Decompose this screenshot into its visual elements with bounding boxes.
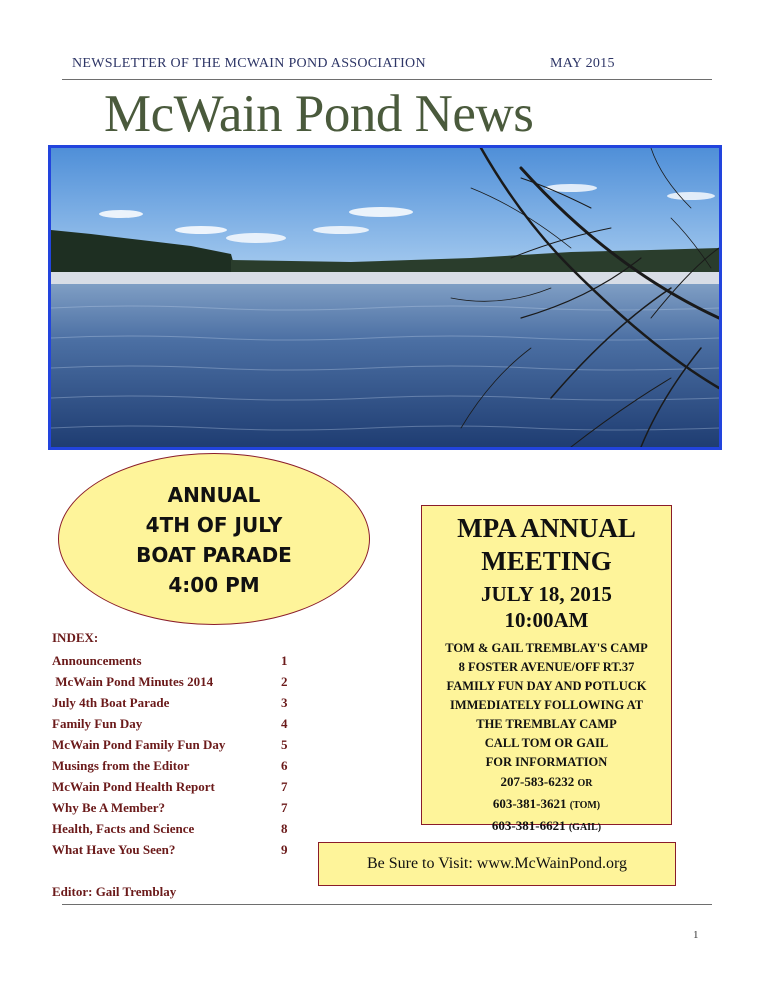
table-of-contents <box>52 630 292 860</box>
index-entry-page: 4 <box>281 716 288 731</box>
index-entry-page: 3 <box>281 695 288 710</box>
website-callout: Be Sure to Visit: www.McWainPond.org <box>318 842 676 886</box>
index-entry-label: Family Fun Day <box>52 716 143 731</box>
index-entry <box>52 671 292 692</box>
boat-parade-line: BOAT PARADE <box>136 543 292 567</box>
footer-divider <box>62 904 712 905</box>
index-entry <box>52 818 292 839</box>
index-entry-page: 6 <box>281 758 288 773</box>
phone-number: 603-381-6621 <box>491 818 566 833</box>
meeting-title-line: MEETING <box>481 546 612 576</box>
index-entry <box>52 755 292 776</box>
index-entry-page: 7 <box>281 800 288 815</box>
newsletter-header-title: NEWSLETTER OF THE MCWAIN POND ASSOCIATION <box>72 56 426 71</box>
index-entry <box>52 797 292 818</box>
meeting-detail-line: FAMILY FUN DAY AND POTLUCK <box>446 679 647 693</box>
index-entry <box>52 692 292 713</box>
index-entry-label: McWain Pond Health Report <box>52 779 215 794</box>
index-entry-label: Health, Facts and Science <box>52 821 195 836</box>
index-entry-page: 5 <box>281 737 288 752</box>
boat-parade-text <box>58 480 370 600</box>
meeting-phone <box>422 772 671 794</box>
meeting-detail-line: TOM & GAIL TREMBLAY'S CAMP <box>445 641 648 655</box>
index-entry-page: 7 <box>281 779 288 794</box>
index-entry-label: Musings from the Editor <box>52 758 190 773</box>
index-entry-label: McWain Pond Minutes 2014 <box>52 674 214 689</box>
index-entry-page: 9 <box>281 842 288 857</box>
index-entry <box>52 650 292 671</box>
page-number: 1 <box>693 929 699 941</box>
index-entry-page: 8 <box>281 821 288 836</box>
meeting-title-line: MPA ANNUAL <box>457 513 636 543</box>
meeting-detail-line: 8 FOSTER AVENUE/OFF RT.37 <box>458 660 635 674</box>
phone-number: 207-583-6232 <box>500 774 575 789</box>
index-entry-page: 2 <box>281 674 288 689</box>
index-entry <box>52 776 292 797</box>
meeting-detail-line: FOR INFORMATION <box>485 755 608 769</box>
index-entry <box>52 839 292 860</box>
meeting-detail-line: CALL TOM OR GAIL <box>484 736 609 750</box>
meeting-phone <box>422 794 671 816</box>
phone-note: (GAIL) <box>568 822 602 833</box>
meeting-date: JULY 18, 2015 <box>481 582 612 606</box>
index-title: INDEX: <box>52 630 99 645</box>
editor-credit: Editor: Gail Tremblay <box>52 884 177 899</box>
masthead-title: McWain Pond News <box>104 85 534 143</box>
phone-note: OR <box>577 778 593 789</box>
annual-meeting-box <box>421 505 672 833</box>
meeting-details <box>422 639 671 838</box>
header-divider <box>62 79 712 80</box>
phone-number: 603-381-3621 <box>492 796 567 811</box>
index-entry-label: What Have You Seen? <box>52 842 176 857</box>
index-entry <box>52 713 292 734</box>
boat-parade-line: 4TH OF JULY <box>145 513 283 537</box>
index-entry-label: Why Be A Member? <box>52 800 166 815</box>
pond-photo-illustration <box>51 148 719 447</box>
index-entry-label: Announcements <box>52 653 142 668</box>
phone-note: (TOM) <box>569 800 601 811</box>
meeting-detail-line: IMMEDIATELY FOLLOWING AT <box>449 698 644 712</box>
meeting-title <box>422 512 671 578</box>
meeting-detail-line: THE TREMBLAY CAMP <box>476 717 617 731</box>
boat-parade-line: ANNUAL <box>167 483 261 507</box>
index-entry <box>52 734 292 755</box>
boat-parade-line: 4:00 PM <box>168 573 260 597</box>
pond-photo <box>48 145 722 450</box>
meeting-phone <box>422 816 671 838</box>
newsletter-header-date: MAY 2015 <box>550 56 615 71</box>
index-entry-label: July 4th Boat Parade <box>52 695 170 710</box>
index-entry-label: McWain Pond Family Fun Day <box>52 737 226 752</box>
index-entry-page: 1 <box>281 653 288 668</box>
meeting-time: 10:00AM <box>504 608 589 632</box>
